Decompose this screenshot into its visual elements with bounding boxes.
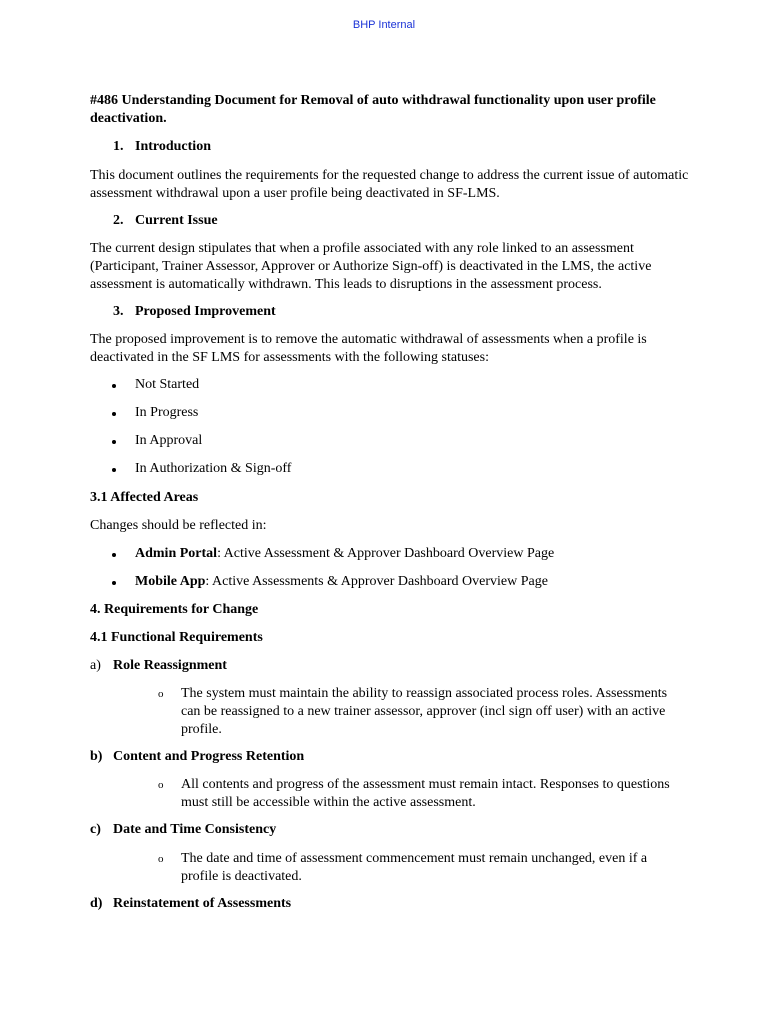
section-3-number: 3.	[113, 304, 124, 319]
circle-bullet-icon: o	[158, 779, 164, 791]
section-1-title: Introduction	[135, 139, 211, 154]
requirement-title: Date and Time Consistency	[113, 822, 277, 837]
document-title: #486 Understanding Document for Removal of auto withdrawal functionality upon user profile deactivation.	[90, 93, 656, 126]
section-1-body: This document outlines the requirements for the requested change to address the current issue of automatic assessment withdrawal upon a user profile being deactivated in SF-LMS.	[90, 168, 689, 201]
section-2-body: The current design stipulates that when a profile associated with any role linked to an assessment (Participant, Trainer Assessor, Approver or Authorize Sign-off) is deactivated in the LMS, the active assessment is automatically withdrawn. This leads to disruptions in the assessment process.	[90, 241, 652, 292]
document-page: BHP Internal #486 Understanding Document for Removal of auto withdrawal functionality upon user profile deactivation. 1. Introduction This document outlines the requirements for the requested change to address the current issue of automatic assessment withdrawal upon a user profile being deactivated in SF-LMS. 2. Current Issue The current design stipulates that when a profile associated with any role linked to an assessment (Participant, Trainer Assessor, Approver or Authorize Sign-off) is deactivated in the LMS, the active assessment is automatically withdrawn. This leads to disruptions in the assessment process. 3. Proposed Improvement The proposed improvement is to remove the automatic withdrawal of assessments when a profile is deactivated in the SF LMS for assessments with the following statuses: Not Started In Progress In Approval In Authorization & Sign-off 3.1 Affected Areas Changes should be reflected in: Admin Portal: Active Assessment & Approver Dashboard Overview Page Mobile App: Active Assessments & Approver Dashboard Overview Page 4. Requirements for Change 4.1 Functional Requirements a) Role Reassignment o The system must maintain the ability to reassign associated process roles. Assessments can be reassigned to a new trainer assessor, approver (incl sign off user) with an active profile. b) Content and Progress Retention o All contents and progress of the assessment must remain intact. Responses to questions must still be accessible within the active assessment. c) Date and Time Consistency o The date and time of assessment commencement must remain unchanged, even if a profile is deactivated. d) Reinstatement of Assessments	[0, 0, 768, 1024]
bullet-icon	[112, 412, 116, 416]
requirement-letter: d)	[90, 896, 103, 911]
section-1-number: 1.	[113, 139, 124, 154]
circle-bullet-icon: o	[158, 853, 164, 865]
requirement-letter: a)	[90, 658, 101, 673]
circle-bullet-icon: o	[158, 688, 164, 700]
classification-label: BHP Internal	[352, 19, 416, 31]
bullet-icon	[112, 581, 116, 585]
affected-area-name: Admin Portal	[135, 546, 218, 561]
affected-areas-intro: Changes should be reflected in:	[90, 518, 267, 533]
section-4-heading: 4. Requirements for Change	[90, 602, 259, 617]
bullet-icon	[112, 468, 116, 472]
affected-area-detail: : Active Assessment & Approver Dashboard Overview Page	[217, 546, 555, 561]
section-2-number: 2.	[113, 213, 124, 228]
bullet-icon	[112, 440, 116, 444]
requirement-title: Role Reassignment	[113, 658, 227, 673]
affected-area-detail: : Active Assessments & Approver Dashboard Overview Page	[205, 574, 548, 589]
bullet-icon	[112, 384, 116, 388]
section-3-title: Proposed Improvement	[135, 304, 276, 319]
section-4-1-heading: 4.1 Functional Requirements	[90, 630, 263, 645]
requirement-title: Content and Progress Retention	[113, 749, 305, 764]
requirement-title: Reinstatement of Assessments	[113, 896, 292, 911]
bullet-icon	[112, 553, 116, 557]
requirement-letter: c)	[90, 822, 101, 837]
requirement-letter: b)	[90, 749, 103, 764]
section-3-body: The proposed improvement is to remove the automatic withdrawal of assessments when a profile is deactivated in the SF LMS for assessments with the following statuses:	[90, 332, 647, 365]
section-3-1-heading: 3.1 Affected Areas	[90, 490, 199, 505]
section-2-title: Current Issue	[135, 213, 218, 228]
affected-area-name: Mobile App	[135, 574, 206, 589]
